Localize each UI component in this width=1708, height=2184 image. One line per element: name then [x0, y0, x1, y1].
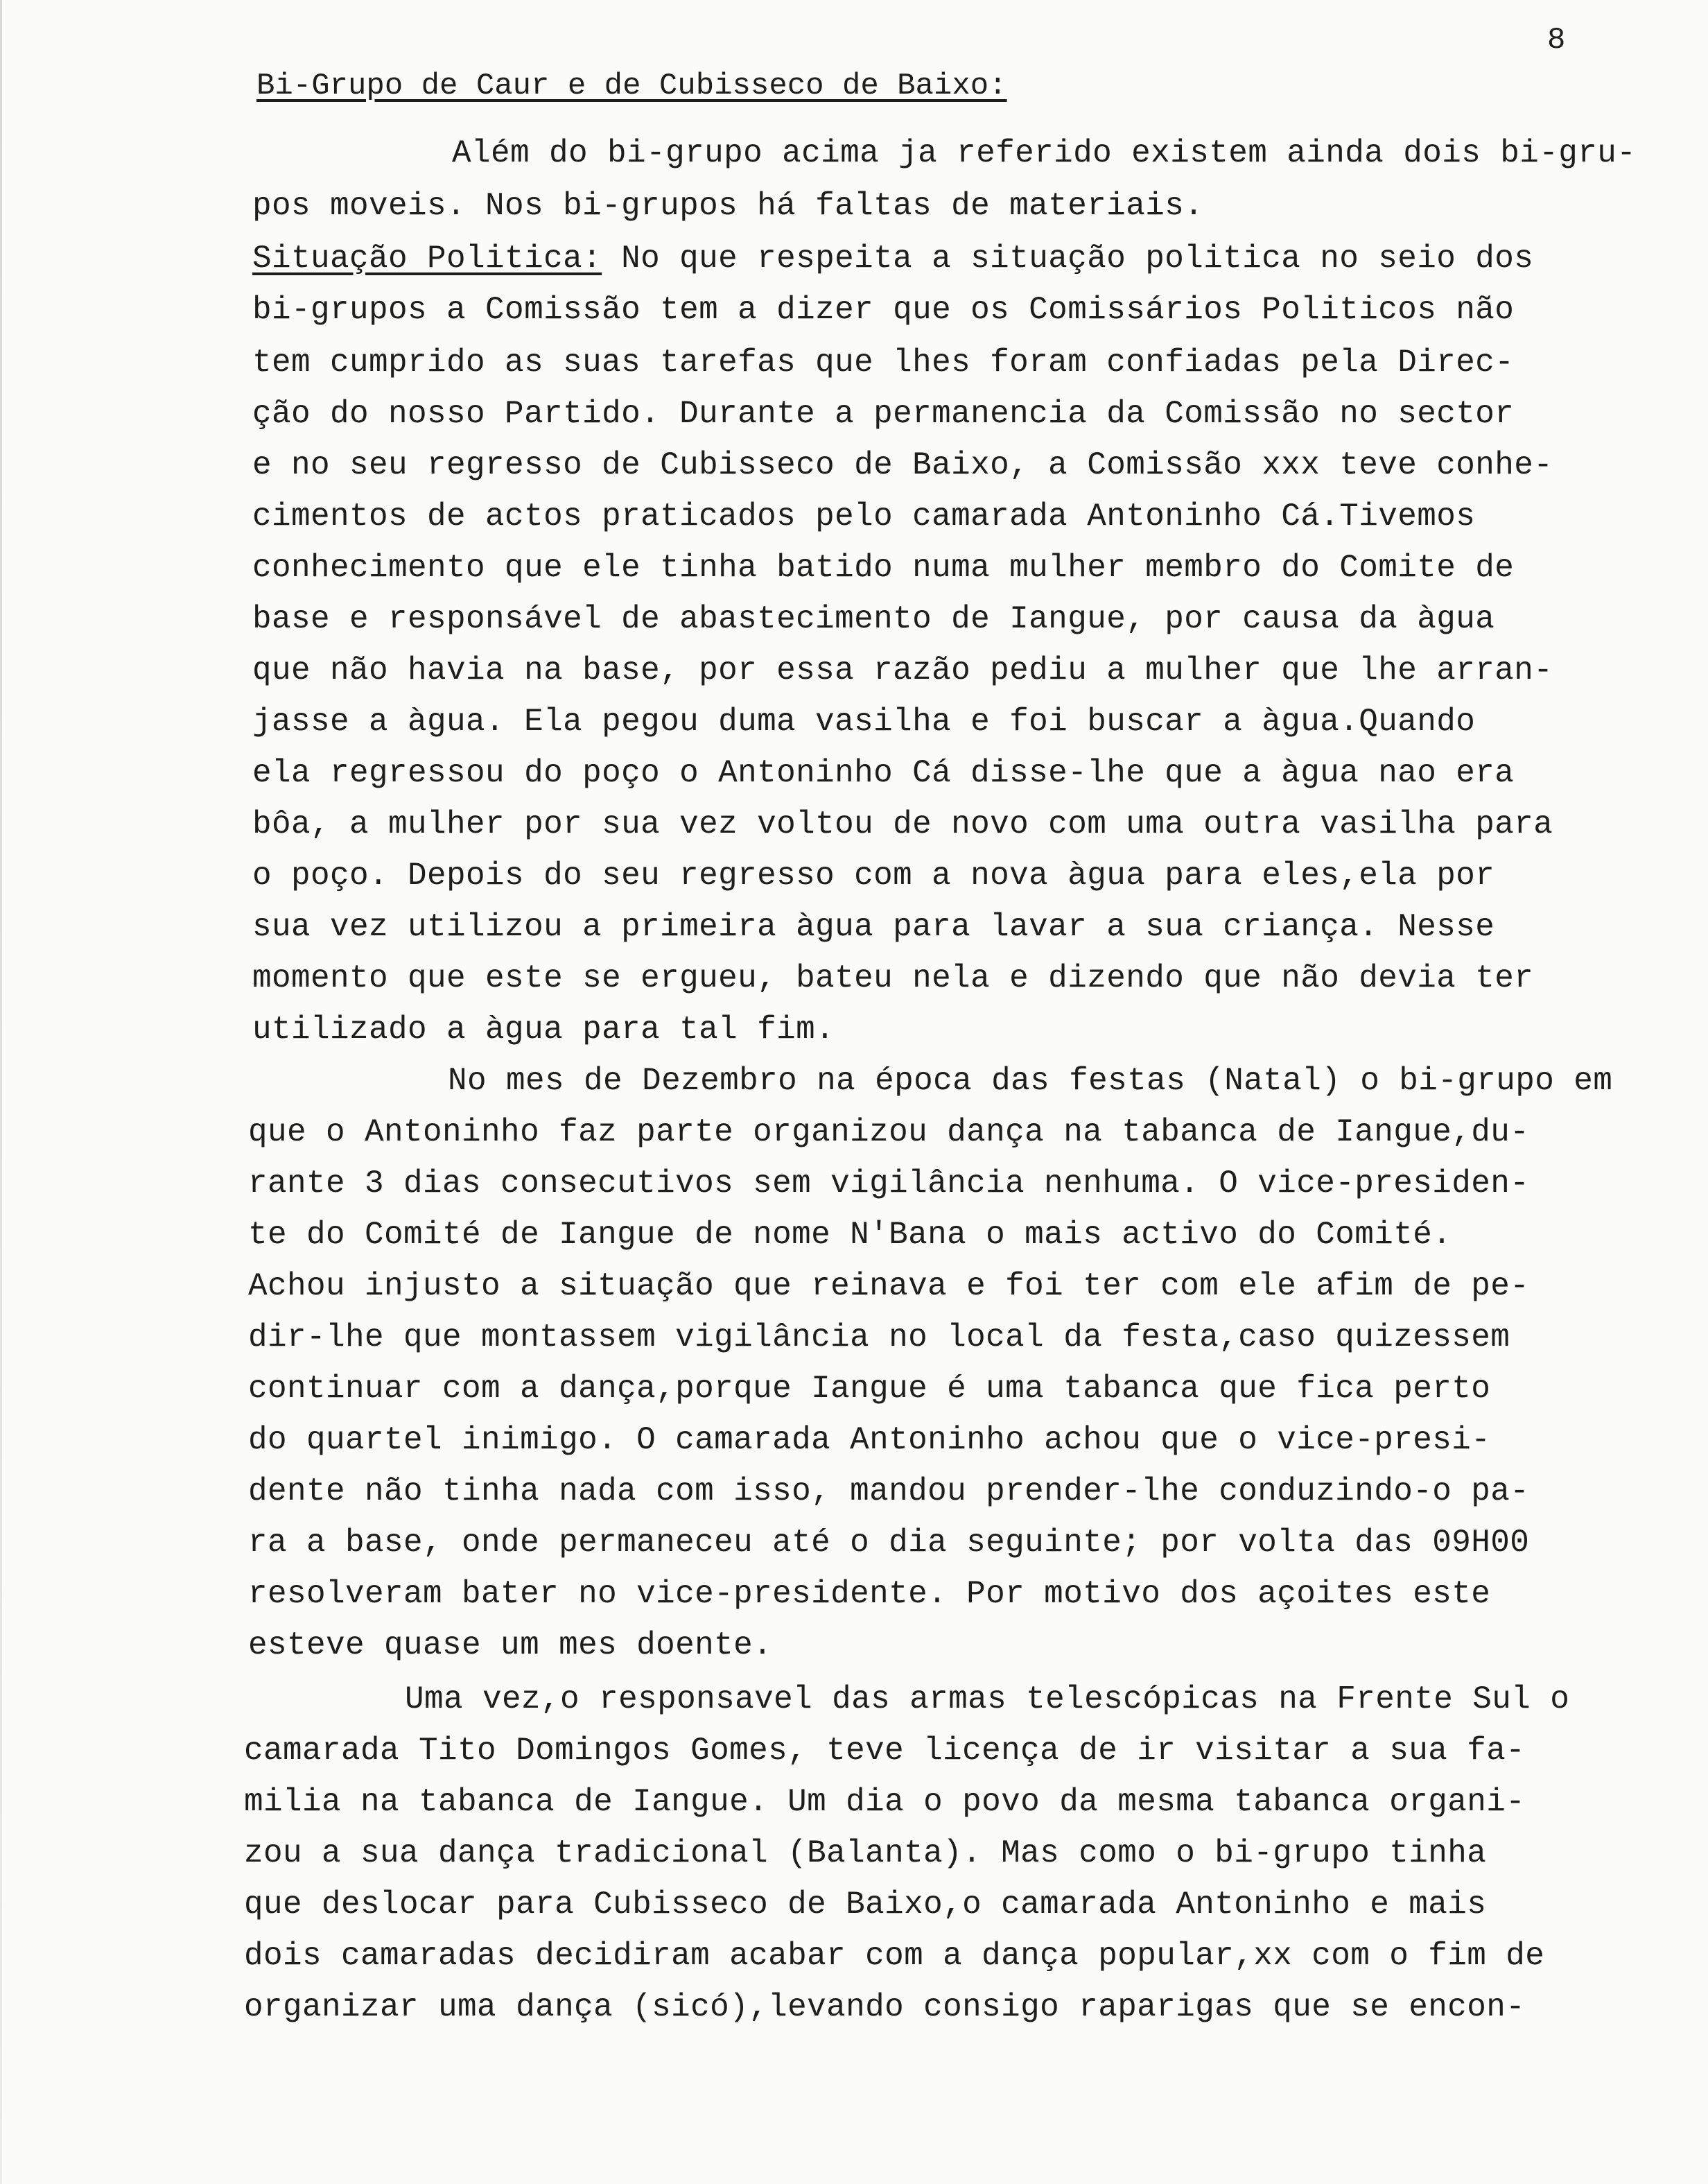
text-line: que o Antoninho faz parte organizou dança na tabanca de Iangue,du-	[248, 1114, 1530, 1150]
text-line: rante 3 dias consecutivos sem vigilância nenhuma. O vice-presiden-	[248, 1165, 1530, 1202]
text-line: bôa, a mulher por sua vez voltou de novo com uma outra vasilha para	[252, 806, 1553, 842]
text-line: do quartel inimigo. O camarada Antoninho achou que o vice-presi-	[248, 1422, 1491, 1458]
text-line: te do Comité de Iangue de nome N'Bana o mais activo do Comité.	[248, 1217, 1452, 1253]
inline-heading: Situação Politica:	[252, 241, 602, 277]
text-line: e no seu regresso de Cubisseco de Baixo, a Comissão xxx teve conhe-	[252, 447, 1553, 483]
text-line: utilizado a àgua para tal fim.	[252, 1012, 835, 1048]
text-line: milia na tabanca de Iangue. Um dia o povo da mesma tabanca organi-	[244, 1784, 1526, 1820]
text-line: resolveram bater no vice-presidente. Por motivo dos açoites este	[248, 1576, 1491, 1612]
text-line: base e responsável de abastecimento de Iangue, por causa da àgua	[252, 601, 1495, 637]
text-line: organizar uma dança (sicó),levando consigo raparigas que se encon-	[244, 1989, 1526, 2025]
page-number: 8	[1547, 23, 1566, 58]
text-line: sua vez utilizou a primeira àgua para lavar a sua criança. Nesse	[252, 909, 1495, 945]
text-line: que não havia na base, por essa razão pediu a mulher que lhe arran-	[252, 652, 1553, 688]
text-line: ção do nosso Partido. Durante a permanencia da Comissão no sector	[252, 396, 1515, 432]
text-line: continuar com a dança,porque Iangue é uma tabanca que fica perto	[248, 1371, 1491, 1407]
section-heading: Bi-Grupo de Caur e de Cubisseco de Baixo:	[256, 69, 1007, 103]
text-line: ela regressou do poço o Antoninho Cá disse-lhe que a àgua nao era	[252, 755, 1515, 791]
text-line: jasse a àgua. Ela pegou duma vasilha e foi buscar a àgua.Quando	[252, 704, 1476, 740]
text-line: esteve quase um mes doente.	[248, 1627, 773, 1663]
text-line: ra a base, onde permaneceu até o dia seguinte; por volta das 09H00	[248, 1525, 1530, 1561]
scan-edge-shadow	[0, 0, 2, 2184]
text-line: bi-grupos a Comissão tem a dizer que os Comissários Politicos não	[252, 292, 1515, 328]
text-line: zou a sua dança tradicional (Balanta). Mas como o bi-grupo tinha	[244, 1835, 1487, 1871]
text-line: dente não tinha nada com isso, mandou prender-lhe conduzindo-o pa-	[248, 1473, 1530, 1509]
text-line: Além do bi-grupo acima ja referido existem ainda dois bi-gru-	[355, 135, 1637, 171]
text-line: dois camaradas decidiram acabar com a dança popular,xx com o fim de	[244, 1938, 1545, 1974]
text-line: cimentos de actos praticados pelo camarada Antoninho Cá.Tivemos	[252, 499, 1476, 535]
text-line-rest: No que respeita a situação politica no seio dos	[602, 241, 1534, 277]
text-line	[252, 239, 1533, 279]
text-line: pos moveis. Nos bi-grupos há faltas de materiais.	[252, 188, 1204, 224]
text-line: Achou injusto a situação que reinava e foi ter com ele afim de pe-	[248, 1268, 1530, 1304]
text-line: Uma vez,o responsavel das armas telescópicas na Frente Sul o	[327, 1681, 1570, 1717]
text-line: momento que este se ergueu, bateu nela e dizendo que não devia ter	[252, 960, 1534, 996]
text-line: o poço. Depois do seu regresso com a nova àgua para eles,ela por	[252, 858, 1495, 894]
text-line: que deslocar para Cubisseco de Baixo,o camarada Antoninho e mais	[244, 1887, 1487, 1923]
text-line: dir-lhe que montassem vigilância no local da festa,caso quizessem	[248, 1319, 1510, 1355]
text-line: conhecimento que ele tinha batido numa mulher membro do Comite de	[252, 550, 1515, 586]
text-line: camarada Tito Domingos Gomes, teve licença de ir visitar a sua fa-	[244, 1733, 1526, 1769]
text-line: No mes de Dezembro na época das festas (Natal) o bi-grupo em	[351, 1063, 1613, 1099]
text-line: tem cumprido as suas tarefas que lhes foram confiadas pela Direc-	[252, 345, 1515, 381]
